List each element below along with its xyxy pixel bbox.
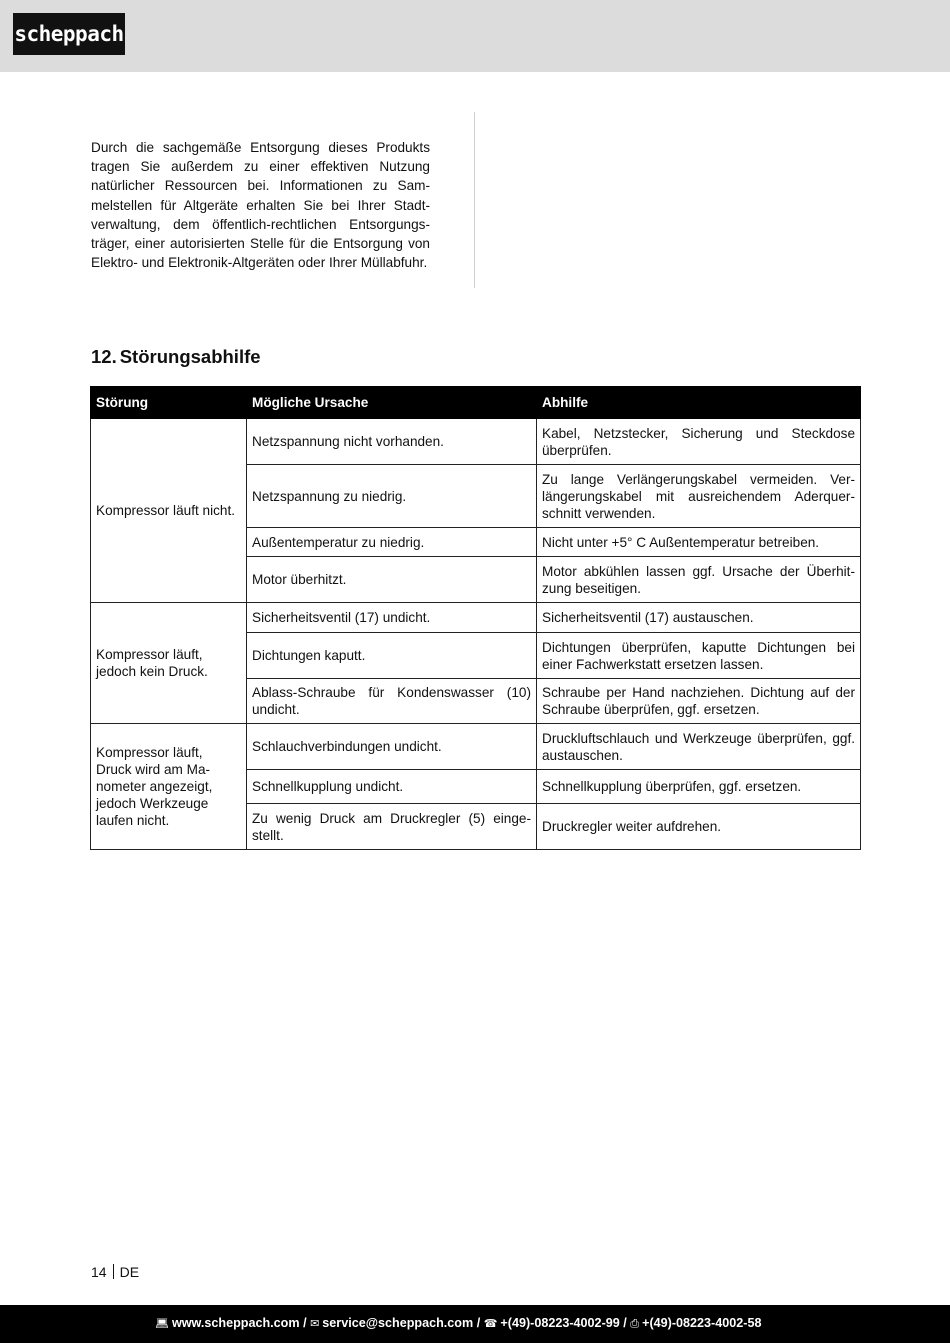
header-fault: Störung <box>91 387 247 419</box>
cause-cell: Netzspannung nicht vorhanden. <box>247 419 537 465</box>
cause-cell: Zu wenig Druck am Druckregler (5) eingestellt. <box>247 804 537 850</box>
phone-icon: ☎︎ <box>483 1318 498 1330</box>
section-number: 12. <box>91 346 117 367</box>
header-band <box>0 0 950 72</box>
page-number-value: 14 <box>91 1264 107 1280</box>
page-number <box>91 1264 139 1280</box>
computer-icon: 💻︎ <box>155 1318 169 1330</box>
footer-phone: +(49)-08223-4002-99 <box>500 1316 620 1330</box>
footer-fax: +(49)-08223-4002-58 <box>642 1316 762 1330</box>
header-cause: Mögliche Ursache <box>247 387 537 419</box>
remedy-cell: Schraube per Hand nachziehen. Dichtung auf der Schraube überprüfen, ggf. ersetzen. <box>537 679 861 724</box>
page-language: DE <box>119 1264 140 1280</box>
remedy-cell: Druckregler weiter aufdrehen. <box>537 804 861 850</box>
cause-cell: Schlauchverbindungen undicht. <box>247 724 537 770</box>
section-title <box>91 346 261 368</box>
table-header-row <box>91 387 861 419</box>
cause-cell: Netzspannung zu niedrig. <box>247 465 537 528</box>
remedy-cell: Druckluftschlauch und Werkzeuge überprüfen, ggf. austauschen. <box>537 724 861 770</box>
scheppach-logo: scheppach <box>13 13 125 55</box>
remedy-cell: Nicht unter +5° C Außentemperatur betreiben. <box>537 528 861 557</box>
column-divider <box>474 112 475 288</box>
remedy-cell: Zu lange Verlängerungskabel vermeiden. Verlängerungskabel mit ausreichendem Aderquerschnitt verwenden. <box>537 465 861 528</box>
fault-cell: Kompressor läuft, jedoch kein Druck. <box>91 603 247 724</box>
footer-band <box>0 1305 950 1343</box>
footer-contact-line <box>155 1316 761 1331</box>
cause-cell: Ablass-Schraube für Kondenswasser (10) undicht. <box>247 679 537 724</box>
cause-cell: Dichtungen kaputt. <box>247 633 537 679</box>
remedy-cell: Dichtungen überprüfen, kaputte Dichtungen bei einer Fachwerkstatt ersetzen lassen. <box>537 633 861 679</box>
footer-website-link[interactable]: www.scheppach.com <box>171 1316 300 1330</box>
remedy-cell: Sicherheitsventil (17) austauschen. <box>537 603 861 633</box>
cause-cell: Sicherheitsventil (17) undicht. <box>247 603 537 633</box>
remedy-cell: Schnellkupplung überprüfen, ggf. ersetzen. <box>537 770 861 804</box>
troubleshooting-table <box>90 386 861 850</box>
table-row <box>91 603 861 633</box>
footer-email-link[interactable]: service@scheppach.com <box>322 1316 474 1330</box>
table-row <box>91 419 861 465</box>
remedy-cell: Kabel, Netzstecker, Sicherung und Steckdose überprüfen. <box>537 419 861 465</box>
section-title-text: Störungsabhilfe <box>119 346 261 367</box>
cause-cell: Schnellkupplung undicht. <box>247 770 537 804</box>
cause-cell: Motor überhitzt. <box>247 557 537 603</box>
footer-separator: / <box>476 1316 481 1330</box>
cause-cell: Außentemperatur zu niedrig. <box>247 528 537 557</box>
remedy-cell: Motor abkühlen lassen ggf. Ursache der Überhitzung beseitigen. <box>537 557 861 603</box>
fax-icon: ⎙ <box>630 1318 640 1330</box>
mail-icon: ✉︎ <box>310 1318 320 1330</box>
footer-separator: / <box>303 1316 307 1330</box>
footer-separator: / <box>623 1316 627 1330</box>
fault-cell: Kompressor läuft nicht. <box>91 419 247 603</box>
intro-paragraph: Durch die sachgemäße Entsorgung dieses Produkts tragen Sie außerdem zu einer effektiven Nutzung natürlicher Ressourcen bei. Informationen zu Sammelstellen für Altgeräte erhalten Sie bei Ihrer Stadtverwaltung, dem öffentlich-rechtlichen Entsorgungsträger, einer autorisierten Stelle für die Entsorgung von Elektro- und Elektronik-Altgeräten oder Ihrer Müllabfuhr. <box>91 140 430 271</box>
table-row <box>91 724 861 770</box>
page-number-divider <box>113 1264 114 1279</box>
fault-cell: Kompressor läuft, Druck wird am Manometer angezeigt, jedoch Werkzeuge laufen nicht. <box>91 724 247 850</box>
header-remedy: Abhilfe <box>537 387 861 419</box>
